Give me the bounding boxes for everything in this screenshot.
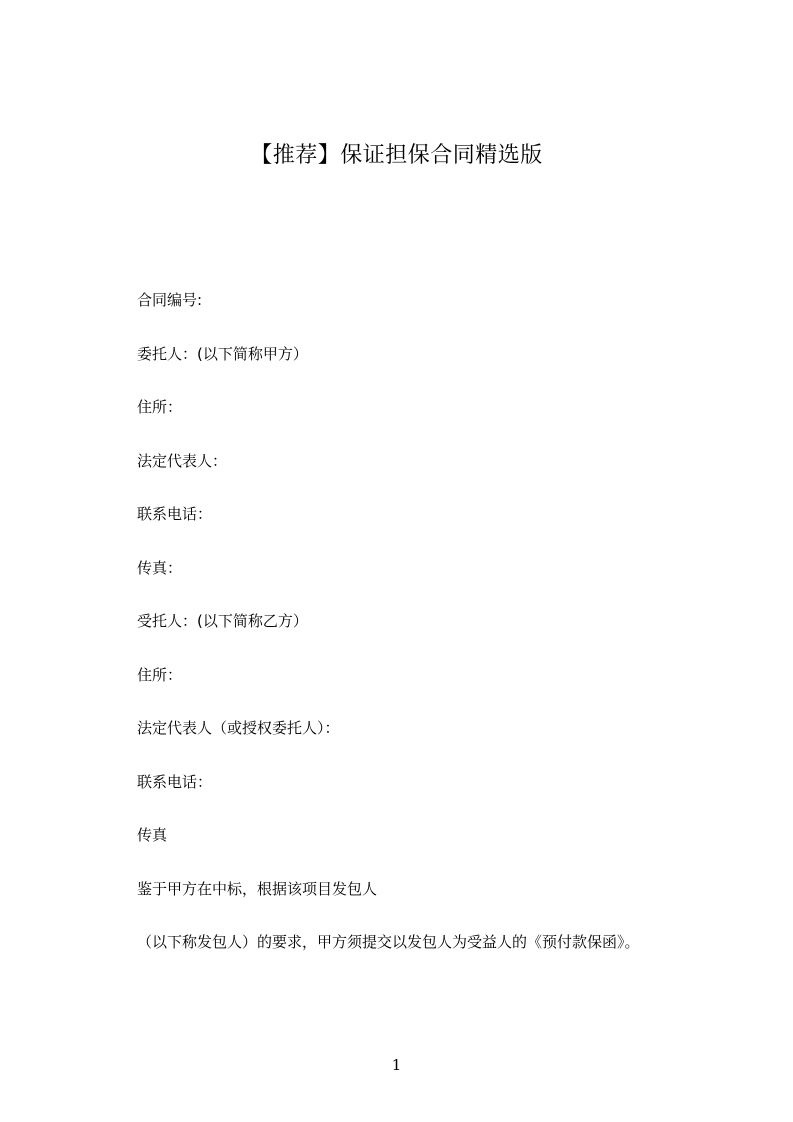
principal-phone-line: 联系电话： (137, 505, 213, 523)
principal-fax-line: 传真： (137, 559, 183, 577)
recital-line-1: 鉴于甲方在中标，根据该项目发包人 (137, 880, 378, 898)
trustee-fax-line: 传真 (137, 826, 168, 844)
contract-number-line: 合同编号: (137, 291, 203, 309)
principal-line: 委托人：(以下简称甲方） (137, 345, 308, 363)
trustee-address-line: 住所： (137, 666, 183, 684)
trustee-line: 受托人：(以下简称乙方） (137, 612, 308, 630)
recital-line-2: （以下称发包人）的要求，甲方须提交以发包人为受益人的《预付款保函》。 (137, 933, 640, 951)
principal-legal-rep-line: 法定代表人： (137, 452, 228, 470)
principal-address-line: 住所： (137, 398, 183, 416)
document-title: 【推荐】保证担保合同精选版 (250, 143, 543, 168)
page-number: 1 (391, 1056, 402, 1074)
trustee-phone-line: 联系电话： (137, 773, 213, 791)
trustee-legal-rep-line: 法定代表人（或授权委托人）： (137, 719, 340, 737)
